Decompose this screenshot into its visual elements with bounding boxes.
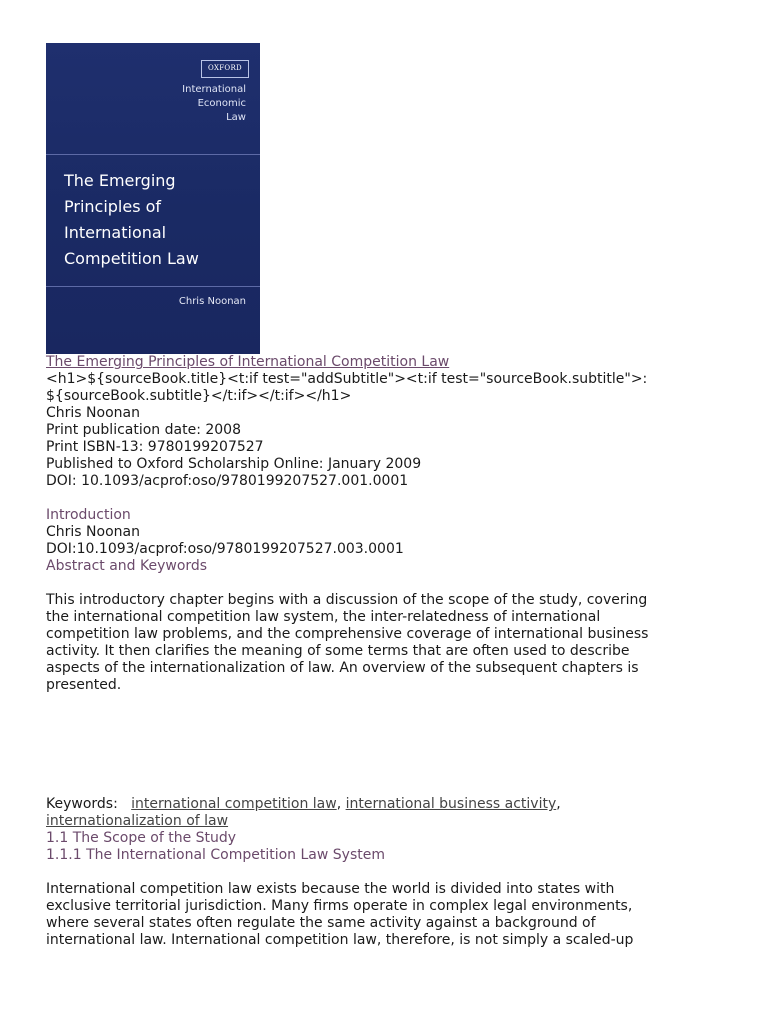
cover-title: The Emerging Principles of International Competition Law	[64, 171, 199, 268]
body-line: International competition law exists because the world is divided into states with	[46, 881, 615, 897]
cover-series-name: International Economic Law	[182, 84, 246, 123]
cover-author: Chris Noonan	[178, 296, 246, 307]
abstract-line: aspects of the internationalization of law. An overview of the subsequent chapters is	[46, 660, 639, 676]
abstract-line: the international competition law system, the inter-relatedness of international	[46, 609, 601, 625]
subsection-heading: 1.1.1 The International Competition Law System	[46, 847, 385, 863]
template-markup-line: <h1>${sourceBook.title}<t:if test="addSubtitle"><t:if test="sourceBook.subtitle">:	[46, 371, 648, 387]
cover-divider	[46, 154, 260, 155]
print-publication-date: Print publication date: 2008	[46, 422, 241, 438]
abstract-keywords-link[interactable]: Abstract and Keywords	[46, 558, 208, 574]
spacer	[46, 575, 726, 592]
book-doi: DOI: 10.1093/acprof:oso/9780199207527.001.0001	[46, 473, 409, 489]
spacer	[46, 490, 726, 507]
spacer	[46, 864, 726, 881]
abstract-line: competition law problems, and the comprehensive coverage of international business	[46, 626, 649, 642]
section-heading: 1.1 The Scope of the Study	[46, 830, 237, 846]
publisher-logo: OXFORD	[201, 60, 249, 78]
keywords-row	[46, 813, 726, 830]
chapter-doi: DOI:10.1093/acprof:oso/9780199207527.003.0001	[46, 541, 404, 557]
document-page	[46, 43, 726, 949]
book-title-link[interactable]: The Emerging Principles of International Competition Law	[46, 354, 450, 370]
book-author: Chris Noonan	[46, 405, 140, 421]
body-line: international law. International competition law, therefore, is not simply a scaled-up	[46, 932, 634, 948]
keyword-link[interactable]: international business activity	[345, 796, 557, 812]
spacer	[46, 694, 726, 796]
keywords-label: Keywords:	[46, 796, 118, 812]
template-markup-line: ${sourceBook.subtitle}</t:if></t:if></h1>	[46, 388, 352, 404]
abstract-line: This introductory chapter begins with a discussion of the scope of the study, covering	[46, 592, 648, 608]
abstract-line: activity. It then clarifies the meaning of some terms that are often used to describe	[46, 643, 630, 659]
keyword-link[interactable]: internationalization of law	[46, 813, 229, 829]
abstract-line: presented.	[46, 677, 122, 693]
chapter-title-link[interactable]: Introduction	[46, 507, 131, 523]
keywords-row	[46, 796, 726, 813]
cover-divider	[46, 286, 260, 287]
body-line: where several states often regulate the same activity against a background of	[46, 915, 596, 931]
keyword-separator: ,	[556, 796, 561, 812]
print-isbn: Print ISBN-13: 9780199207527	[46, 439, 264, 455]
online-publication-date: Published to Oxford Scholarship Online: January 2009	[46, 456, 422, 472]
body-line: exclusive territorial jurisdiction. Many firms operate in complex legal environments,	[46, 898, 633, 914]
body-paragraph	[46, 881, 726, 949]
abstract-paragraph	[46, 592, 726, 694]
keyword-link[interactable]: international competition law	[131, 796, 337, 812]
chapter-author: Chris Noonan	[46, 524, 140, 540]
keyword-separator: ,	[336, 796, 342, 812]
book-cover[interactable]	[46, 43, 260, 354]
